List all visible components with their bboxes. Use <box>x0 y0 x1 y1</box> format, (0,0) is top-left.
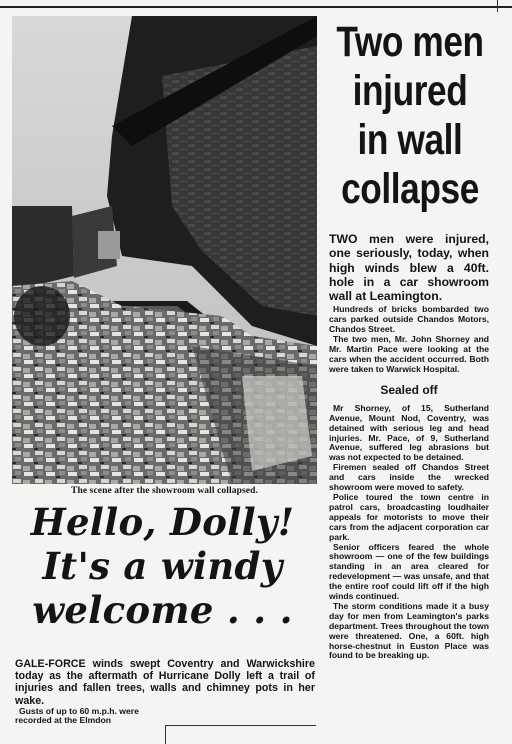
headline <box>336 18 484 214</box>
news-photo <box>12 16 317 484</box>
feature-column <box>15 658 315 726</box>
story-paragraph: Police toured the town centre in patrol cars, broadcasting loudhailer appeals for motorists to move their cars from the adjacent corporation car park. <box>329 491 489 542</box>
feature-title-line: Hello, Dolly! <box>30 500 295 544</box>
story-lead: TWO men were injured, one seriously, today, when high winds blew a 40ft. hole in a car showroom wall at Leamington. <box>329 232 489 304</box>
top-rule <box>0 0 512 8</box>
feature-paragraph: Gusts of up to 60 m.p.h. were recorded at the Elmdon <box>15 705 139 726</box>
feature-lead: GALE-FORCE winds swept Coventry and Warwickshire today as the aftermath of Hurricane Dolly left a trail of injuries and fallen trees, walls and chimney pots in her wake. <box>15 658 315 707</box>
story-subhead: Sealed off <box>380 382 438 397</box>
headline-line: in wall <box>357 116 463 164</box>
story-column <box>329 232 489 661</box>
story-paragraph: Firemen sealed off Chandos Street and cars inside the wrecked showroom were moved to safety. <box>329 462 489 493</box>
headline-line: Two men <box>336 18 484 66</box>
headline-line: collapse <box>341 165 479 213</box>
headline-line: injured <box>352 67 468 115</box>
feature-title-line: welcome . . . <box>32 588 293 632</box>
column-rule <box>497 0 498 12</box>
feature-title <box>10 500 315 632</box>
story-paragraph: Hundreds of bricks bombarded two cars parked outside Chandos Motors, Chandos Street. <box>329 304 489 335</box>
story-paragraph: Senior officers feared the whole showroom — one of the few buildings standing in an area cleared for redevelopment — was unsafe, and that the entire roof could lift off if the high winds continued. <box>329 541 489 602</box>
photo-caption: The scene after the showroom wall collapsed. <box>71 486 258 496</box>
box-border <box>165 725 316 744</box>
story-paragraph: The storm conditions made it a busy day for men from Leamington's parks department. Trees throughout the town were threatened. One, a 60ft. high horse-chestnut in Euston Place was found to be breaking up. <box>329 600 489 661</box>
story-paragraph: The two men, Mr. John Shorney and Mr. Martin Pace were looking at the cars when the accident occurred. Both were taken to Warwick Hospital. <box>329 334 489 374</box>
feature-title-line: It's a windy <box>42 544 283 588</box>
story-paragraph: Mr Shorney, of 15, Sutherland Avenue, Mount Nod, Coventry, was detained with serious leg and head injuries. Mr. Pace, of 9, Sutherland Avenue, suffered leg abrasions but was not expected to be detained. <box>329 402 489 463</box>
